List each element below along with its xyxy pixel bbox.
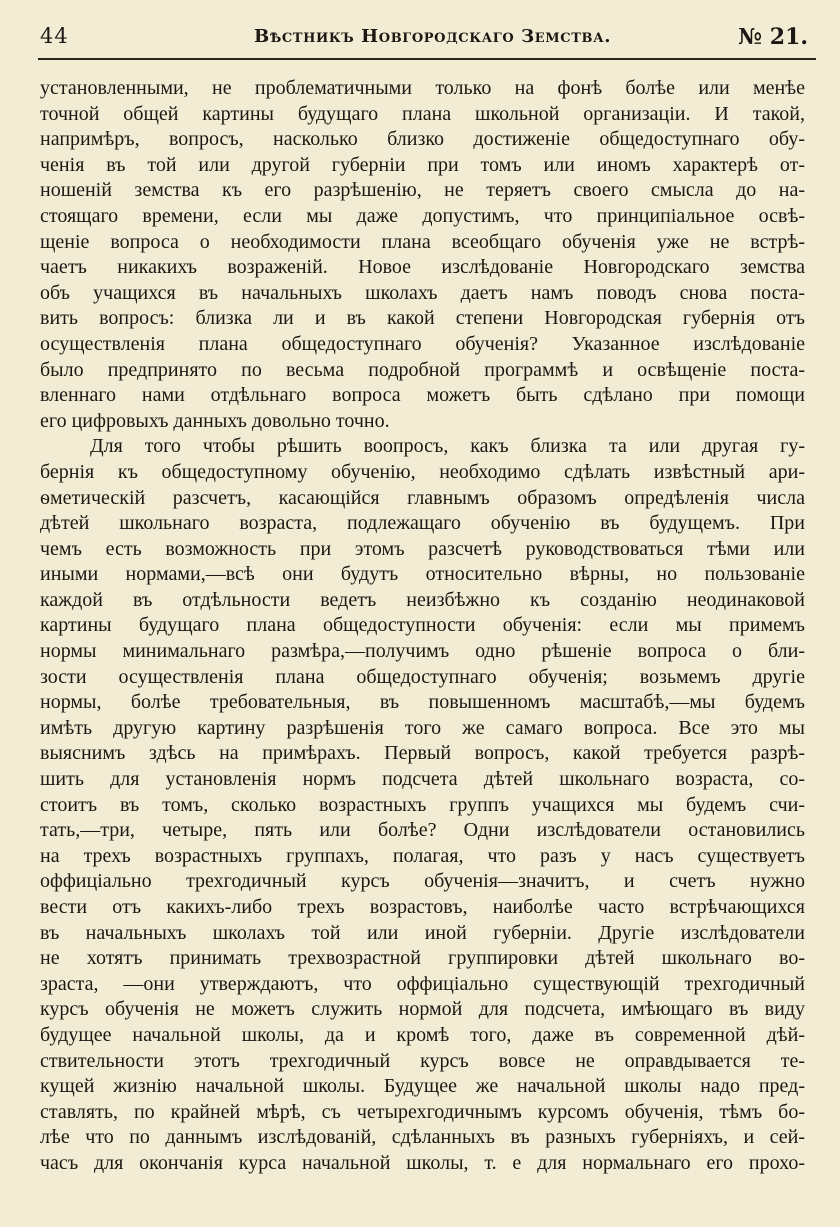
text-line: нормы, болѣе требовательныя, въ повышенномъ масштабѣ,—мы будемъ: [40, 691, 805, 714]
text-line: не хотятъ принимать трехвозрастной группировки дѣтей школьнаго во-: [40, 947, 805, 970]
text-line: лѣе что по даннымъ изслѣдованій, сдѣланныхъ въ разныхъ губерніяхъ, и сей-: [40, 1126, 805, 1149]
text-line: на трехъ возрастныхъ группахъ, полагая, что разъ у насъ существуетъ: [40, 844, 805, 867]
text-line: кущей жизнію начальной школы. Будущее же начальной школы надо пред-: [40, 1075, 805, 1098]
text-line: имѣть другую картину разрѣшенія того же самаго вопроса. Все это мы: [40, 716, 805, 739]
text-line: его цифровыхъ данныхъ довольно точно.: [40, 409, 390, 432]
text-line: вить вопросъ: близка ли и въ какой степени Новгородская губернія отъ: [40, 307, 805, 330]
body-text: [40, 76, 805, 1177]
text-line: зости осуществленія плана общедоступнаго обученія; возьмемъ другіе: [40, 665, 805, 688]
text-line: картины будущаго плана общедоступности обученія: если мы примемъ: [40, 614, 805, 637]
text-line: нормы минимальнаго размѣра,—получимъ одно рѣшеніе вопроса о бли-: [40, 640, 805, 663]
text-line: шить для установленія нормъ подсчета дѣтей школьнаго возраста, со-: [40, 768, 805, 791]
text-line: зраста, —они утверждаютъ, что оффиціально существующій трехгодичный: [40, 972, 805, 995]
text-line: вести отъ какихъ-либо трехъ возрастовъ, наиболѣе часто встрѣчающихся: [40, 896, 805, 918]
text-line: бернія къ общедоступному обученію, необходимо сдѣлать извѣстный ари-: [40, 460, 805, 483]
text-line: напримѣръ, вопросъ, насколько близко достиженіе общедоступнаго обу-: [40, 128, 805, 151]
text-line: чаетъ никакихъ возраженій. Новое изслѣдованіе Новгородскаго земства: [40, 256, 805, 279]
text-line: оффиціально трехгодичный курсъ обученія—значитъ, и счетъ нужно: [40, 870, 805, 893]
text-line: курсъ обученія не можетъ служить нормой для подсчета, имѣющаго въ виду: [40, 998, 805, 1021]
text-line: ствительности этотъ трехгодичный курсъ вовсе не оправдывается те-: [40, 1049, 805, 1072]
text-line: въ начальныхъ школахъ той или иной губерніи. Другіе изслѣдователи: [40, 921, 805, 944]
text-line: будущее начальной школы, да и кромѣ того, даже въ современной дѣй-: [40, 1023, 805, 1046]
text-line: каждой въ отдѣльности ведетъ неизбѣжно къ созданію неодинаковой: [40, 588, 805, 611]
text-line: Для того чтобы рѣшить воопросъ, какъ близка та или другая гу-: [90, 435, 805, 458]
journal-title: Вѣстникъ Новгородскаго Земства.: [254, 26, 612, 47]
text-line: часъ для окончанія курса начальной школы, т. е для нормальнаго его прохо-: [40, 1151, 805, 1174]
text-line: стоящаго времени, если мы даже допустимъ, что принципіальное освѣ-: [40, 204, 805, 227]
text-line: выяснимъ здѣсь на примѣрахъ. Первый вопросъ, какой требуется разрѣ-: [40, 742, 805, 765]
issue-number: № 21.: [738, 24, 808, 50]
text-line: щеніе вопроса о необходимости плана всеобщаго обученія уже не встрѣ-: [40, 230, 805, 253]
text-line: чемъ есть возможность при этомъ разсчетѣ руководствоваться тѣми или: [40, 537, 805, 560]
text-line: вленнаго нами отдѣльнаго вопроса можетъ быть сдѣлано при помощи: [40, 384, 805, 407]
text-line: точной общей картины будущаго плана школьной организаціи. И такой,: [40, 102, 805, 125]
text-line: установленными, не проблематичными только на фонѣ болѣе или менѣе: [40, 77, 805, 99]
text-line: объ учащихся въ начальныхъ школахъ даетъ намъ поводъ снова поста-: [40, 281, 805, 304]
header-rule: [38, 58, 816, 60]
text-line: ставлять, по крайней мѣрѣ, съ четырехгодичнымъ курсомъ обученія, тѣмъ бо-: [40, 1100, 805, 1123]
page-number: 44: [40, 24, 69, 48]
text-line: стоитъ въ томъ, сколько возрастныхъ группъ учащихся мы будемъ счи-: [40, 793, 805, 816]
text-line: ѳметическій разсчетъ, касающійся главнымъ образомъ опредѣленія числа: [40, 486, 805, 509]
running-header: [40, 24, 812, 58]
text-line: тать,—три, четыре, пять или болѣе? Одни изслѣдователи остановились: [40, 819, 805, 842]
text-line: осуществленія плана общедоступнаго обученія? Указанное изслѣдованіе: [40, 332, 805, 355]
text-line: дѣтей школьнаго возраста, подлежащаго обученію въ будущемъ. При: [40, 512, 805, 535]
text-line: ченія въ той или другой губерніи при томъ или иномъ характерѣ от-: [40, 153, 805, 176]
text-line: было предпринято по весьма подробной программѣ и освѣщеніе поста-: [40, 358, 805, 381]
text-line: ношеній земства къ его разрѣшенію, не теряетъ своего смысла до на-: [40, 179, 805, 202]
text-line: иными нормами,—всѣ они будутъ относительно вѣрны, но пользованіе: [40, 563, 805, 586]
